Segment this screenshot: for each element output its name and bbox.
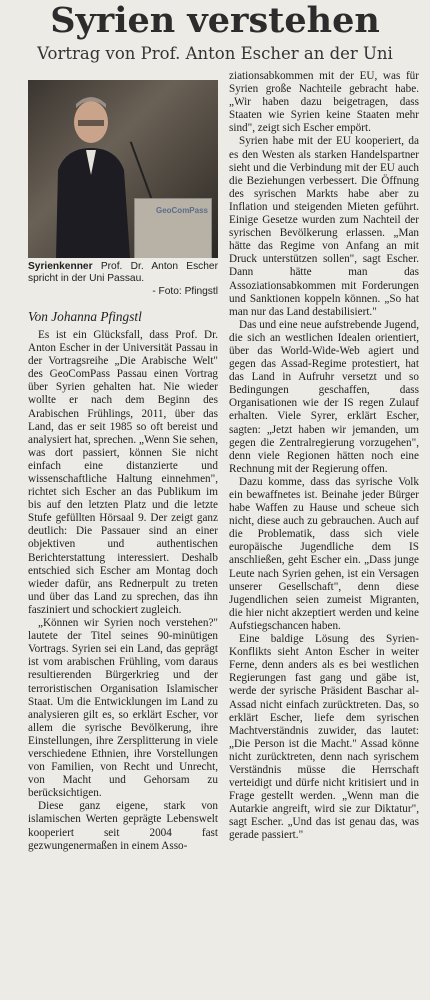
article-photo [28, 80, 218, 258]
speaker-figure [46, 90, 136, 258]
paragraph: Es ist ein Glücksfall, dass Prof. Dr. Anton Escher in der Universität Passau in der Vortragsreihe „Die Arabische Welt" des GeoComPass Passau einen Vortrag über Syrien gehalten hat. Nie wieder wollte er nach dem Beginn des Arabischen Frühlings, 2011, über das Land, das er seit 1985 so oft bereist und analysiert hat, sprechen. „Wenn Sie sehen, was dort passiert, können Sie nicht einfach eine distanzierte und wissenschaftliche Haltung einnehmen", richtet sich Escher an das Publikum im bis auf den letzten Platz und die letzte Stufe gefüllten Hörsaal 9. Der zeigt ganz deutlich: Die Passauer sind an einer objektiven und authentischen Berichterstattung interessiert. Deshalb entschied sich Escher am Montag doch wieder dafür, ans Rednerpult zu treten und über das Land zu sprechen, das ihn fasziniert und schockiert zugleich. [28, 328, 218, 616]
photo-credit: - Foto: Pfingstl [152, 285, 218, 297]
caption-text: Prof. Dr. Anton Escher spricht in der Uni Passau. [28, 261, 218, 285]
subheadline: Vortrag von Prof. Anton Escher an der Uni [37, 44, 393, 63]
paragraph: Syrien habe mit der EU kooperiert, da es den Westen als starken Handelspartner sieht und die Verbindung mit der EU auch die Beziehungen verbessert. Die Öffnung des syrischen Markts habe aber zu Inflation und steigenden Mieten geführt. Einige Gesetze wurden zum Nachteil der syrischen Bevölkerung erlassen. „Man hätte das Regime von Anfang an mit Druck unterstützen sollen", sagt Escher. Dann hätte man das Assoziationsabkommen mit Forderungen und Sanktionen koppeln können. „So hat man nur das Land destabilisiert." [229, 135, 419, 318]
paragraph: Das und eine neue aufstrebende Jugend, die sich an westlichen Idealen orientiert, über das World-Wide-Web agiert und gegen das Assad-Regime protestiert, hat das Land in Aufruhr versetzt und so Bedingungen geschaffen, dass Organisationen wie der IS regen Zulauf erhalten. Viele Syrer, erklärt Escher, sagten: „Jetzt haben wir jemanden, um gegen die Zentralregierung vorzugehen", denn viele Regionen hätten noch eine Rechnung mit der Regierung offen. [229, 318, 419, 475]
paragraph: „Können wir Syrien noch verstehen?" lautete der Titel seines 90-minütigen Vortrags. Syrien sei ein Land, das geprägt ist vom arabischen Frühling, vom daraus resultierenden Bürgerkrieg und der terroristischen Organisation Islamischer Staat. Um die Entwicklungen im Land zu analysieren gilt es, so erklärt Escher, vor allem die syrische Bevölkerung, ihre Einstellungen, ihre Zersplitterung in viele verschiedene Ethnien, ihre Vorstellungen von Familien, von Recht und Unrecht, von Macht und Gehorsam zu berücksichtigen. [28, 617, 218, 800]
paragraph: Diese ganz eigene, stark von islamischen Werten geprägte Lebenswelt kooperiert seit 2004 fast gezwungenermaßen in einem Asso- [28, 800, 218, 852]
right-column [229, 70, 419, 843]
caption-lead: Syrienkenner [28, 261, 93, 272]
lectern-label: GeoComPass [155, 206, 208, 215]
paragraph: Dazu komme, dass das syrische Volk ein bewaffnetes ist. Beinahe jeder Bürger habe Waffen zu Hause und scheue sich nicht, diese auch zu gebrauchen. Auch auf die Problematik, dass sich viele europäische Jugendliche dem IS anschließen, geht Escher ein. „Dass junge Leute nach Syrien gehen, ist ein Versagen unserer Gesellschaft", denn diese Jugendlichen seien zumeist Migranten, die hier nicht akzeptiert werden und keine Aufstiegschancen haben. [229, 475, 419, 632]
paragraph: ziationsabkommen mit der EU, was für Syrien große Nachteile gebracht habe. „Wir haben dazu beigetragen, dass Staaten wie Syrien keine Staaten mehr sind", zeigt sich Escher empört. [229, 70, 419, 135]
headline: Syrien verstehen [50, 0, 380, 41]
left-column [28, 80, 218, 853]
byline: Von Johanna Pfingstl [28, 308, 142, 324]
paragraph: Eine baldige Lösung des Syrien-Konflikts sieht Anton Escher in weiter Ferne, denn anders als es bei westlichen Regierungen fast gang und gäbe ist, werde der syrische Präsident Baschar al-Assad nicht einfach zurücktreten. Das, so erklärt Escher, liefe dem syrischen Machtverständnis zuwider, das lautet: „Die Person ist die Macht." Assad könne nicht zurücktreten, denn nach syrischem Verständnis müsse die Herrschaft verteidigt und dürfe nicht kritisiert und in Frage gestellt werden. „Wenn man die Autarkie angreift, wird sie zur Diktatur", sagt Escher. „Und das ist genau das, was gerade passiert." [229, 633, 419, 842]
photo-caption [28, 261, 218, 298]
